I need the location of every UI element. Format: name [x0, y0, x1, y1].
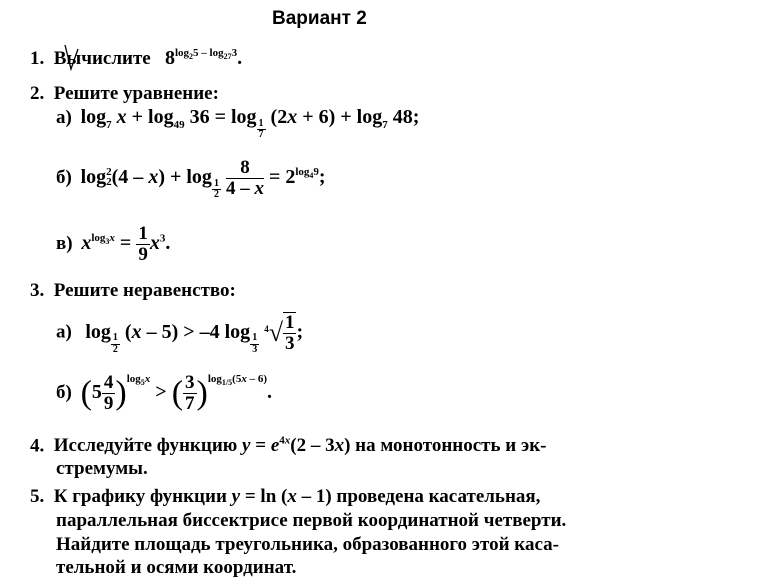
task-3 [30, 280, 236, 302]
task-5-line3: Найдите площадь треугольника, образованного этой каса- [56, 534, 559, 555]
task-3a-label: а) [56, 321, 82, 343]
task-1-text: Вычислите [49, 48, 161, 69]
task-4-line2: стремумы. [56, 458, 148, 479]
task-1-expr: $8^{log_25 - log_{27}3}$. [164, 47, 243, 69]
task-3a-expr: log $\frac{1}{2}$ (x – 5) > –4 log $\frac{1}{3}$ $^4$√ $\frac{1}{3}$ ; [85, 312, 304, 355]
task-2b [56, 158, 326, 201]
task-5-line1: К графику функции y = ln (x – 1) проведена касательная, [49, 486, 541, 507]
task-2 [30, 83, 219, 105]
task-2c-expr: $x^{log_3x}$ = $\frac{1}{9}$ $x^3$. [81, 223, 171, 265]
task-3a [56, 312, 303, 355]
task-2-number: 2. [30, 83, 45, 104]
task-2a-expr: $\log_7 x + \log_{49} 36 = \log$ $\frac{1}{7}$ $(2x + 6) + \log_7 48$; [80, 106, 420, 140]
task-2b-label: б) [56, 167, 77, 189]
task-3b-expr: (5 $\frac{4}{9}$ )$^{log_5x}$ > ( $\frac{3}{7}$ )$^{log_{1/5}(5x - 6)}$. [80, 372, 272, 414]
task-3b-label: б) [56, 382, 77, 404]
task-2c-label: в) [56, 233, 78, 255]
task-3b [56, 373, 272, 414]
task-4 [30, 435, 546, 457]
task-5-line2: параллельная биссектрисе первой координатной четверти. [56, 510, 567, 531]
task-2c [56, 224, 170, 265]
task-2-text: Решите уравнение: [49, 83, 219, 104]
task-2b-expr: log2 2(4 – x) + log $\frac{1}{2}$ $\frac{8}{4 - x}$ = $2^{log_49}$; [80, 157, 326, 201]
task-2a-label: а) [56, 107, 77, 128]
pen-mark [62, 43, 82, 73]
task-3-number: 3. [30, 280, 45, 301]
task-3-text: Решите неравенство: [49, 280, 236, 301]
task-1-number: 1. [30, 48, 45, 69]
task-5-line4: тельной и осями координат. [56, 557, 297, 578]
task-4-line1: Исследуйте функцию $y = e^{4x}(2 - 3x)$ на монотонность и эк- [49, 435, 547, 457]
task-4-number: 4. [30, 435, 45, 457]
task-2a [56, 106, 419, 141]
page-title: Вариант 2 [272, 8, 367, 29]
task-5-number: 5. [30, 486, 45, 507]
task-5 [30, 486, 540, 508]
